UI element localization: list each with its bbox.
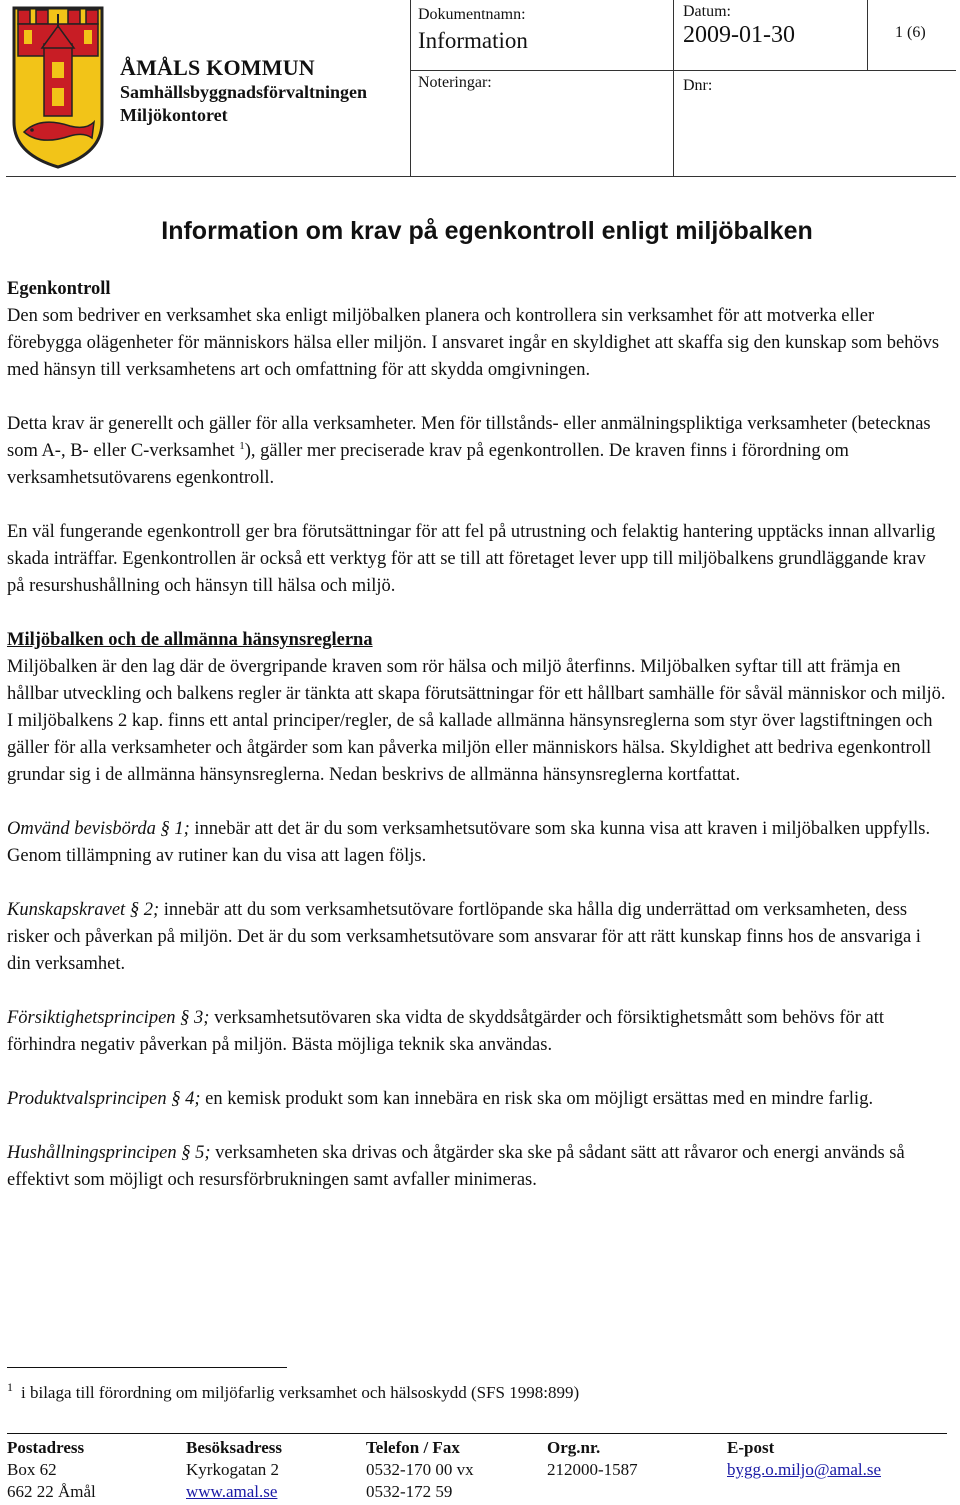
principle-name: Kunskapskravet bbox=[7, 900, 126, 920]
website-link[interactable]: www.amal.se bbox=[186, 1482, 278, 1501]
date-label: Datum: bbox=[683, 3, 731, 20]
paragraph-text: Detta krav är generellt och gäller för alla verksamheter. Men för tillstånds- eller anmälningspliktiga verksamheter (betecknas som A-, B- eller C-verksamhet bbox=[7, 414, 931, 461]
principle-item bbox=[7, 1086, 947, 1113]
footer-label: Postadress bbox=[7, 1438, 85, 1457]
section-heading: Miljöbalken och de allmänna hänsynsreglerna bbox=[7, 630, 373, 650]
principle-ref: § 3; bbox=[180, 1008, 210, 1028]
footer-value: 662 22 Åmål bbox=[7, 1482, 96, 1501]
section-heading: Egenkontroll bbox=[7, 279, 111, 299]
principle-name: Hushållningsprincipen bbox=[7, 1143, 177, 1163]
footnote-rule bbox=[7, 1367, 287, 1368]
docname-value: Information bbox=[418, 28, 528, 53]
document-title: Information om krav på egenkontroll enligt miljöbalken bbox=[161, 217, 813, 245]
principle-text: en kemisk produkt som kan innebära en risk ska om möjligt ersättas med en mindre farlig. bbox=[200, 1089, 874, 1109]
footer-label: E-post bbox=[727, 1438, 775, 1457]
paragraph: Den som bedriver en verksamhet ska enligt miljöbalken planera och kontrollera sin verksamhet för att motverka eller förebygga olägenheter för människors hälsa eller miljön. I ansvaret ingår en skyldighet att skaffa sig den kunskap som behövs med hänsyn till verksamhetens art och omfattning för att skydda omgivningen. bbox=[7, 306, 940, 380]
footnote-ref: 1 bbox=[239, 439, 245, 452]
principle-item bbox=[7, 816, 947, 870]
paragraph: En väl fungerande egenkontroll ger bra förutsättningar för att fel på utrustning och felaktig hantering upptäcks innan allvarlig skada inträffar. Egenkontrollen är också ett verktyg för att se till att företaget lever upp till miljöbalkens grundläggande krav på resurshushållning och hänsyn till hälsa och miljö. bbox=[7, 522, 936, 596]
footer-value: Box 62 bbox=[7, 1460, 57, 1479]
paragraph bbox=[7, 411, 947, 492]
principle-text: verksamhetsutövaren ska vidta de skyddsåtgärder och försiktighetsmått som behövs för att förhindra negativ påverkan på miljön. Bästa möjliga teknik ska användas. bbox=[7, 1008, 885, 1055]
principle-name: Omvänd bevisbörda bbox=[7, 819, 156, 839]
principle-text: verksamheten ska drivas och åtgärder ska ske på sådant sätt att råvaror och energi används så effektivt som möjligt och resursförbrukningen samt avfaller minimeras. bbox=[7, 1143, 905, 1190]
paragraph: Miljöbalken är den lag där de övergripande kraven som rör hälsa och miljö återfinns. Miljöbalken syftar till att främja en hållbar utveckling och balkens regler är tänkta att skapa förutsättningar för ett hållbart samhälle för såväl människor och miljö. I miljöbalkens 2 kap. finns ett antal principer/regler, de så kallade allmänna hänsynsreglerna som styr över lagstiftningen och gäller för alla verksamheter och åtgärder som kan påverka miljön eller människors hälsa. Skyldighet att bedriva egenkontroll grundar sig i de allmänna hänsynsreglerna. Nedan beskrivs de allmänna hänsynsreglerna kortfattat. bbox=[7, 657, 946, 785]
principle-name: Produktvalsprincipen bbox=[7, 1089, 167, 1109]
paragraph-text: ), gäller mer preciserade krav på egenkontrollen. De kraven finns i förordning om verksamhetsutövarens egenkontroll. bbox=[7, 441, 849, 488]
footer-besoksadress bbox=[186, 1437, 282, 1503]
footnote-text: i bilaga till förordning om miljöfarlig verksamhet och hälsoskydd (SFS 1998:899) bbox=[21, 1383, 580, 1402]
principle-text: innebär att du som verksamhetsutövare fortlöpande ska hålla dig underrättad om verksamheten, dess risker och påverkan på miljön. Det är du som verksamhetsutövare som ansvarar för att rätt kunskap finns hos de ansvariga i din verksamhet. bbox=[7, 900, 921, 974]
footnote-number: 1 bbox=[7, 1380, 13, 1395]
principle-name: Försiktighetsprincipen bbox=[7, 1008, 176, 1028]
principle-ref: § 1; bbox=[160, 819, 190, 839]
principle-item bbox=[7, 1005, 947, 1059]
footer-postadress bbox=[7, 1437, 96, 1503]
footer-epost bbox=[727, 1437, 881, 1481]
email-link[interactable]: bygg.o.miljo@amal.se bbox=[727, 1460, 881, 1479]
footer-value: Kyrkogatan 2 bbox=[186, 1460, 280, 1479]
page-number: 1 (6) bbox=[895, 24, 926, 41]
docname-label: Dokumentnamn: bbox=[418, 6, 526, 23]
footer-label: Telefon / Fax bbox=[366, 1438, 460, 1457]
org-name: ÅMÅLS KOMMUN bbox=[120, 55, 315, 80]
footer-label: Besöksadress bbox=[186, 1438, 283, 1457]
org-unit: Miljökontoret bbox=[120, 105, 228, 125]
header-divider bbox=[410, 0, 411, 176]
header-divider bbox=[673, 0, 674, 176]
footer-value: 0532-172 59 bbox=[366, 1482, 453, 1501]
document-body bbox=[7, 276, 947, 1194]
dnr-label: Dnr: bbox=[683, 77, 713, 94]
header-divider bbox=[867, 0, 868, 70]
municipal-crest-logo bbox=[10, 4, 106, 170]
footer-telefon bbox=[366, 1437, 474, 1503]
principle-item bbox=[7, 1140, 947, 1194]
footnote bbox=[7, 1380, 580, 1403]
notes-label: Noteringar: bbox=[418, 74, 492, 91]
footer-label: Org.nr. bbox=[547, 1438, 601, 1457]
date-value: 2009-01-30 bbox=[683, 22, 795, 48]
org-department: Samhällsbyggnadsförvaltningen bbox=[120, 82, 368, 102]
principle-ref: § 4; bbox=[171, 1089, 201, 1109]
footer-value: 0532-170 00 vx bbox=[366, 1460, 474, 1479]
principle-ref: § 5; bbox=[181, 1143, 211, 1163]
footer-value: 212000-1587 bbox=[547, 1460, 638, 1479]
header-divider bbox=[410, 70, 956, 71]
principle-item bbox=[7, 897, 947, 978]
principle-ref: § 2; bbox=[129, 900, 160, 920]
footer-orgnr bbox=[547, 1437, 638, 1481]
footer-rule bbox=[7, 1433, 947, 1434]
principle-text: innebär att det är du som verksamhetsutövare som ska kunna visa att kraven i miljöbalken uppfylls. Genom tillämpning av rutiner kan du visa att lagen följs. bbox=[7, 819, 931, 866]
